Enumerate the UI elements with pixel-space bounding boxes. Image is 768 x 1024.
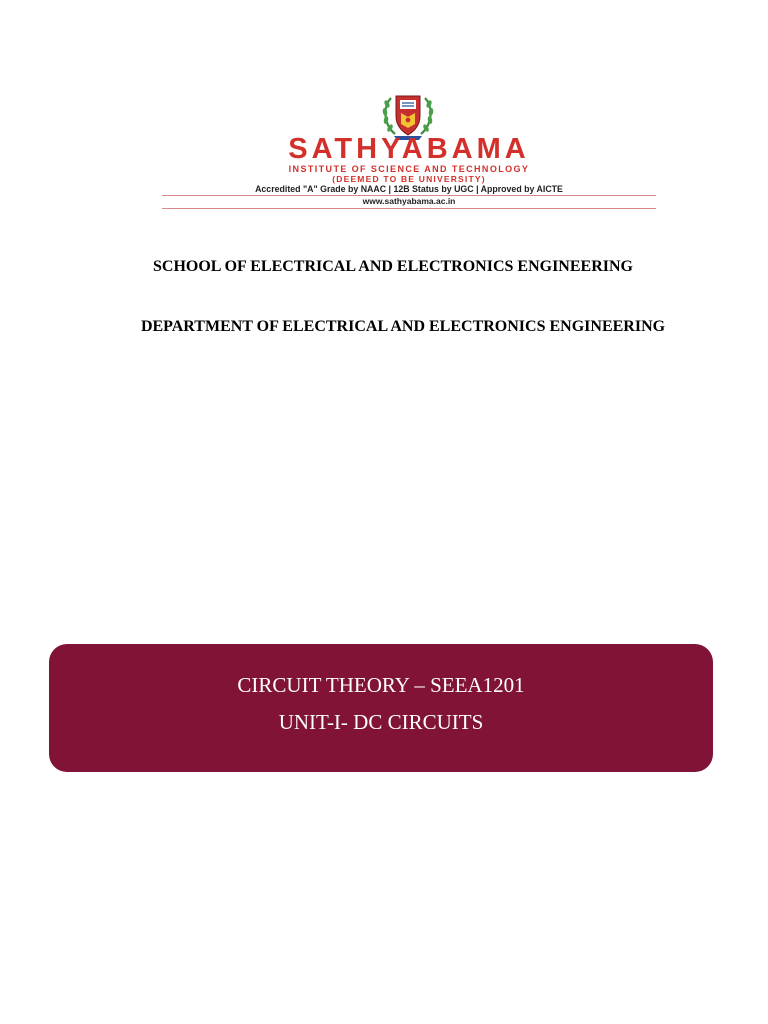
course-title: CIRCUIT THEORY – SEEA1201 [237, 673, 525, 697]
header-divider [162, 208, 656, 209]
unit-title: UNIT-I- DC CIRCUITS [278, 710, 484, 734]
school-heading: SCHOOL OF ELECTRICAL AND ELECTRONICS ENGINEERING [153, 258, 633, 275]
course-title-banner [49, 644, 713, 772]
accreditation-line: Accredited "A" Grade by NAAC | 12B Status by UGC | Approved by AICTE [255, 184, 563, 194]
institution-header [160, 88, 658, 214]
institution-status: (DEEMED TO BE UNIVERSITY) [332, 174, 486, 184]
department-heading: DEPARTMENT OF ELECTRICAL AND ELECTRONICS ENGINEERING [140, 318, 666, 335]
institution-subtitle: INSTITUTE OF SCIENCE AND TECHNOLOGY [288, 164, 530, 174]
institution-name: SATHYABAMA [288, 133, 530, 165]
website-address: www.sathyabama.ac.in [362, 196, 456, 206]
